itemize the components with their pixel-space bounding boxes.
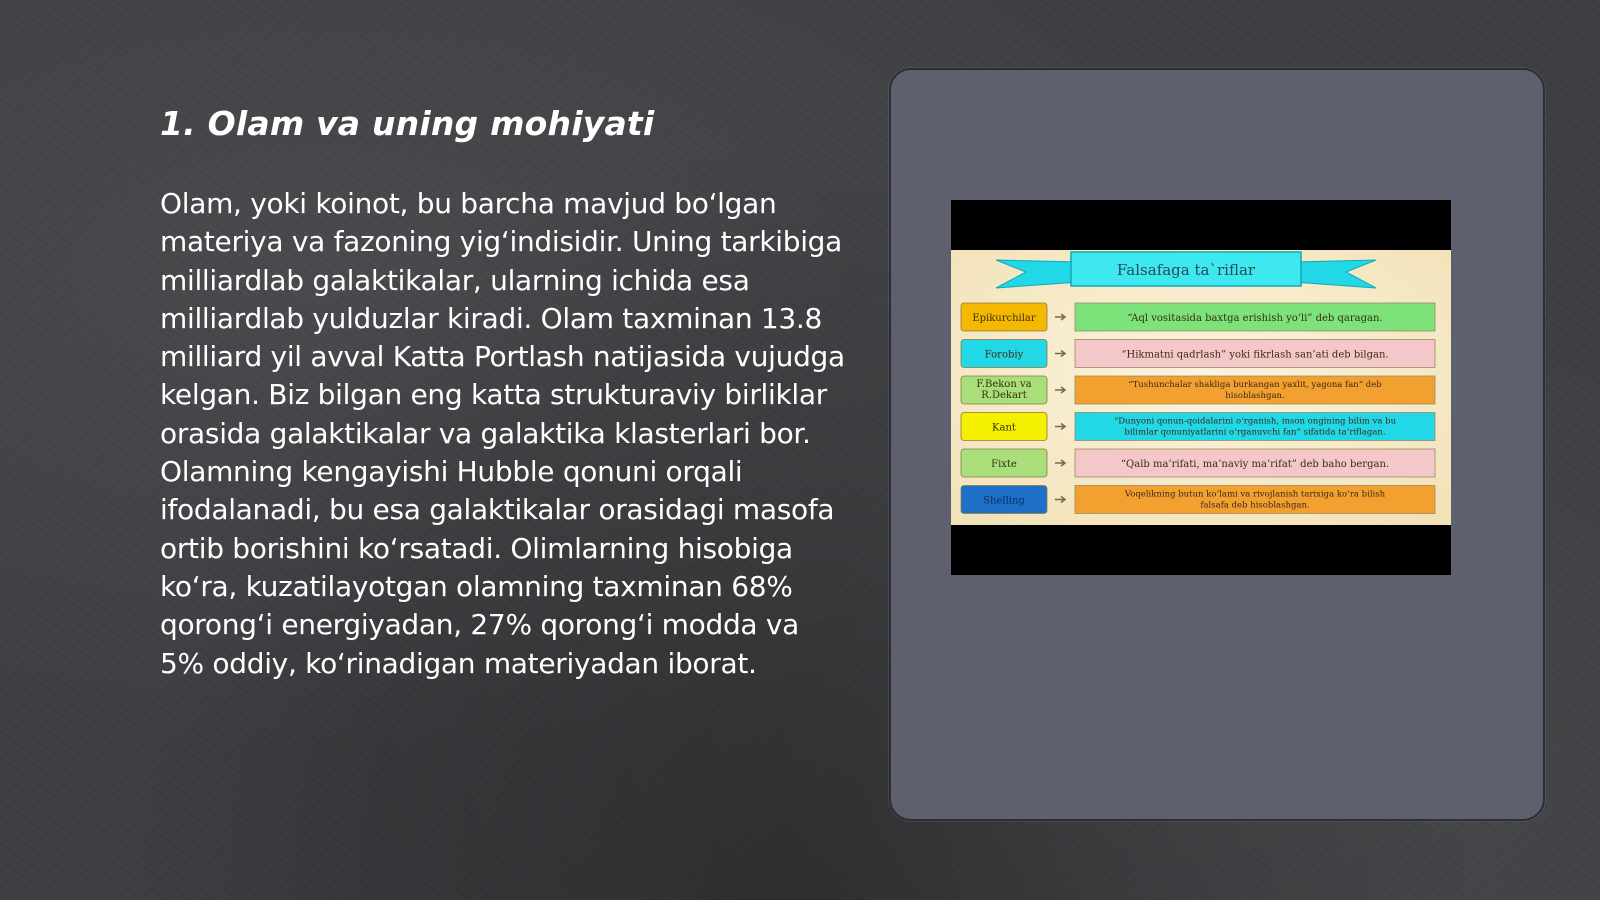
definition-row: [961, 303, 1435, 331]
image-panel: [889, 68, 1545, 821]
definition-text: Voqelikning butun ko‘lami va rivojlanish tarixiga ko‘ra bilish: [1124, 489, 1386, 500]
definitions-figure-svg: [951, 200, 1451, 575]
definition-text: “Aql vositasida baxtga erishish yo‘li” deb qaragan.: [1127, 313, 1383, 324]
definition-text: “Dunyoni qonun-qoidalarini o‘rganish, inson ongining bilim va bu: [1113, 416, 1397, 427]
slide-body-text: Olam, yoki koinot, bu barcha mavjud bo‘lgan materiya va fazoning yig‘indisidir. Uning tarkibiga milliardlab galaktikalar, ularning ichida esa milliardlab yulduzlar kiradi. Olam taxminan 13.8 milliard yil avval Katta Portlash natijasida vujudga kelgan. Biz bilgan eng katta strukturaviy birliklar orasida galaktikalar va galaktika klasterlari bor. Olamning kengayishi Hubble qonuni orqali ifodalanadi, bu esa galaktikalar orasidagi masofa ortib borishini ko‘rsatadi. Olimlarning hisobiga ko‘ra, kuzatilayotgan olamning taxminan 68% qorong‘i energiyadan, 27% qorong‘i modda va 5% oddiy, ko‘rinadigan materiyadan iborat.: [160, 187, 845, 680]
definition-text: hisoblashgan.: [1225, 391, 1285, 401]
philosopher-name: Epikurchilar: [972, 313, 1036, 324]
definition-text: “Qalb ma’rifati, ma’naviy ma’rifat” deb baho bergan.: [1120, 459, 1390, 470]
definition-row: [961, 486, 1435, 514]
definition-text: “Hikmatni qadrlash” yoki fikrlash san’ati deb bilgan.: [1121, 349, 1389, 361]
philosopher-name: F.Bekon va: [976, 379, 1032, 390]
philosopher-name: Fixte: [991, 459, 1017, 470]
definition-text: falsafa deb hisoblashgan.: [1200, 500, 1310, 511]
philosopher-name: Kant: [992, 422, 1016, 434]
definition-row: [961, 340, 1435, 368]
definition-text: bilimlar qonuniyatlarini o‘rganuvchi fan” sifatida ta’riflagan.: [1124, 427, 1386, 438]
definition-row: [961, 449, 1435, 477]
definition-text: “Tushunchalar shakliga burkangan yaxlit, yagona fan” deb: [1128, 380, 1382, 390]
philosopher-name: R.Dekart: [981, 390, 1027, 401]
figure-title: Falsafaga ta`riflar: [1116, 261, 1256, 279]
definition-row: [961, 376, 1435, 404]
slide-title: 1. Olam va uning mohiyati: [160, 104, 655, 143]
philosopher-name: Shelling: [983, 495, 1025, 507]
philosopher-name: Forobiy: [984, 349, 1024, 361]
philosophy-definitions-image: [951, 200, 1451, 575]
definition-row: [961, 413, 1435, 441]
